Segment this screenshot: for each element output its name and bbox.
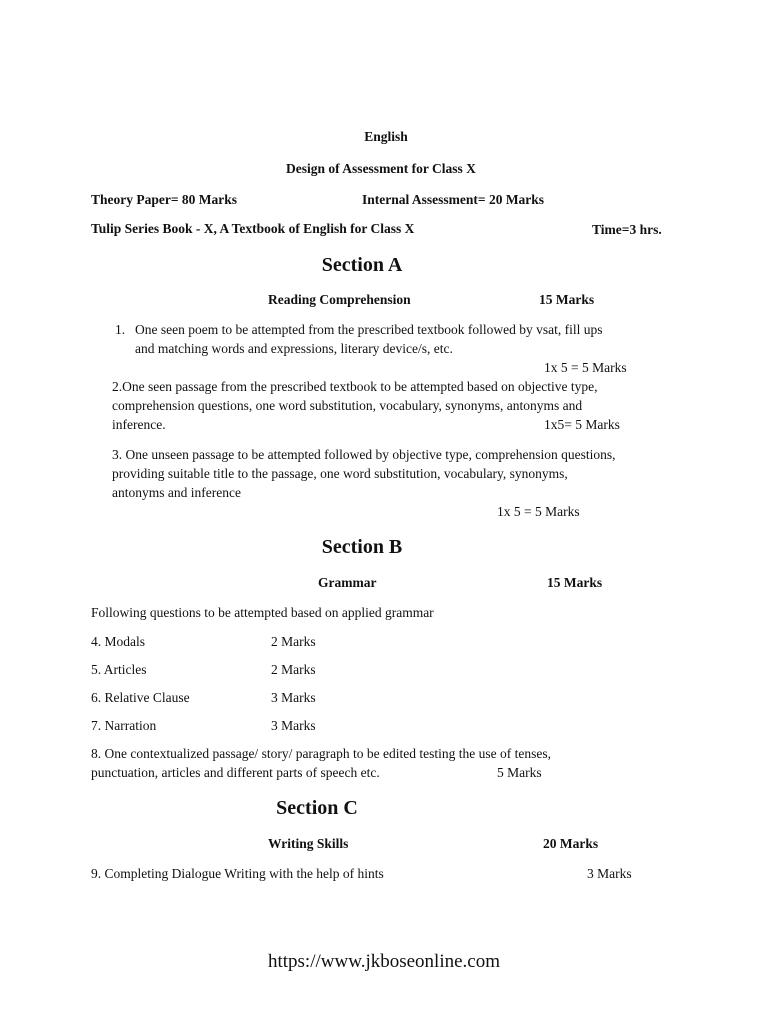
grammar-item-marks: 3 Marks	[271, 690, 316, 705]
section-c-subtitle: Writing Skills	[268, 836, 349, 851]
grammar-item-marks: 2 Marks	[271, 662, 316, 677]
grammar-item-marks: 3 Marks	[271, 718, 316, 733]
q2-line-2: comprehension questions, one word substitution, vocabulary, synonyms, antonyms and	[112, 398, 583, 413]
q1-line-1: One seen poem to be attempted from the prescribed textbook followed by vsat, fill ups	[135, 322, 603, 337]
design-title: Design of Assessment for Class X	[286, 161, 476, 176]
q8-marks: 5 Marks	[497, 765, 542, 780]
theory-paper-marks: Theory Paper= 80 Marks	[91, 192, 238, 207]
grammar-item-label: 6. Relative Clause	[91, 690, 190, 705]
grammar-item-label: 5. Articles	[91, 662, 147, 677]
grammar-item-label: 7. Narration	[91, 718, 157, 733]
section-a-marks: 15 Marks	[539, 292, 595, 307]
subject-title: English	[364, 129, 408, 144]
q2-line-1: 2.One seen passage from the prescribed textbook to be attempted based on objective type,	[112, 379, 598, 394]
q8-line-1: 8. One contextualized passage/ story/ paragraph to be edited testing the use of tenses,	[91, 746, 551, 761]
internal-assessment-marks: Internal Assessment= 20 Marks	[362, 192, 545, 207]
q3-line-1: 3. One unseen passage to be attempted followed by objective type, comprehension questions,	[112, 447, 616, 462]
section-a-heading: Section A	[321, 254, 403, 276]
section-b-intro: Following questions to be attempted based on applied grammar	[91, 605, 434, 620]
time-allowed: Time=3 hrs.	[592, 222, 662, 237]
section-a-subtitle: Reading Comprehension	[268, 292, 411, 307]
section-b-marks: 15 Marks	[547, 575, 603, 590]
q8-line-2: punctuation, articles and different parts of speech etc.	[91, 765, 380, 780]
q3-line-2: providing suitable title to the passage, one word substitution, vocabulary, synonyms,	[112, 466, 568, 481]
grammar-item-label: 4. Modals	[91, 634, 145, 649]
q2-marks: 1x5= 5 Marks	[544, 417, 620, 432]
q2-line-3: inference.	[112, 417, 166, 432]
q3-line-3: antonyms and inference	[112, 485, 241, 500]
grammar-item-marks: 2 Marks	[271, 634, 316, 649]
textbook-title: Tulip Series Book - X, A Textbook of English for Class X	[91, 221, 415, 236]
section-b-subtitle: Grammar	[318, 575, 377, 590]
q9-text: 9. Completing Dialogue Writing with the help of hints	[91, 866, 384, 881]
footer-website-link[interactable]: https://www.jkboseonline.com	[267, 951, 501, 972]
section-c-heading: Section C	[276, 797, 358, 819]
q1-line-2: and matching words and expressions, literary device/s, etc.	[135, 341, 453, 356]
q1-number: 1.	[115, 322, 126, 337]
q9-marks: 3 Marks	[587, 866, 632, 881]
q1-marks: 1x 5 = 5 Marks	[544, 360, 627, 375]
section-c-marks: 20 Marks	[543, 836, 599, 851]
q3-marks: 1x 5 = 5 Marks	[497, 504, 580, 519]
section-b-heading: Section B	[321, 536, 403, 558]
